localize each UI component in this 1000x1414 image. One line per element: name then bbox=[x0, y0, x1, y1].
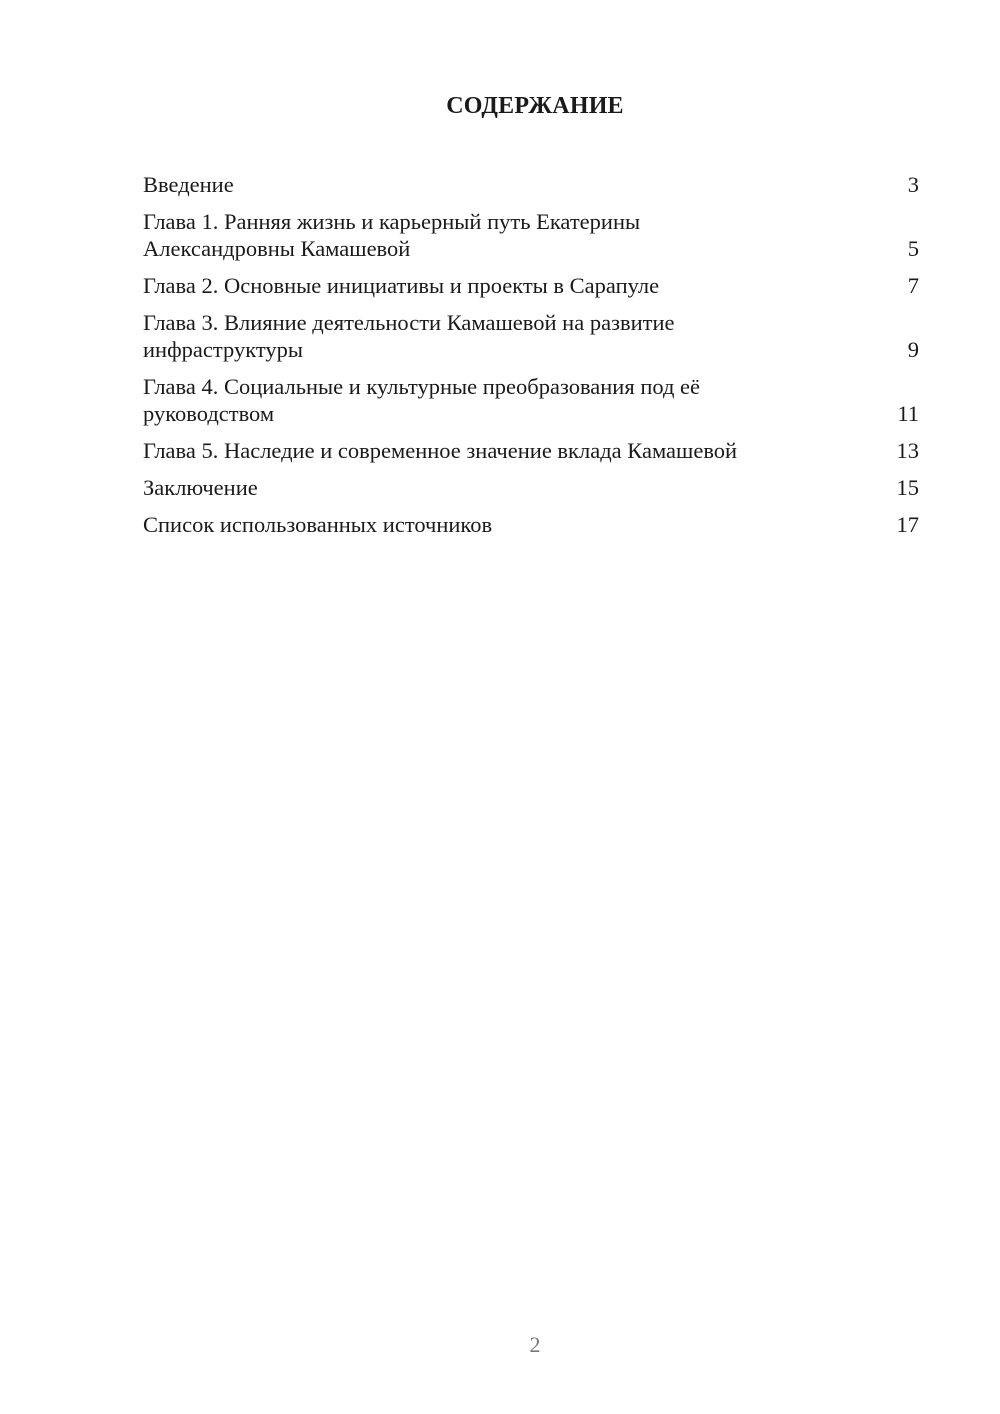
page-title: СОДЕРЖАНИЕ bbox=[446, 93, 624, 119]
page-number: 2 bbox=[529, 1332, 541, 1357]
toc-entry-page: 9 bbox=[907, 337, 919, 362]
toc-entry-conclusion[interactable] bbox=[143, 474, 919, 501]
toc-entry-page: 5 bbox=[907, 236, 919, 261]
toc-entry-title: Глава 2. Основные инициативы и проекты в Сарапуле bbox=[143, 273, 660, 298]
toc-entry-page: 11 bbox=[897, 401, 919, 426]
toc-entry-references[interactable] bbox=[143, 511, 919, 538]
toc-entry-page: 13 bbox=[896, 438, 919, 463]
toc-entry-title: Заключение bbox=[143, 475, 258, 500]
toc-entry-title: Глава 1. Ранняя жизнь и карьерный путь Екатерины Александровны Камашевой bbox=[143, 209, 641, 261]
toc-entry-chapter-3[interactable] bbox=[143, 309, 919, 363]
toc-entry-page: 3 bbox=[907, 172, 919, 197]
toc-entry-title: Глава 5. Наследие и современное значение вклада Камашевой bbox=[143, 438, 738, 463]
toc-entry-page: 17 bbox=[896, 512, 919, 537]
table-of-contents bbox=[143, 171, 919, 548]
toc-entry-page: 7 bbox=[907, 273, 919, 298]
toc-entry-title: Введение bbox=[143, 172, 234, 197]
toc-entry-introduction[interactable] bbox=[143, 171, 919, 198]
toc-entry-title: Глава 3. Влияние деятельности Камашевой на развитие инфраструктуры bbox=[143, 310, 675, 362]
toc-entry-chapter-1[interactable] bbox=[143, 208, 919, 262]
toc-entry-chapter-2[interactable] bbox=[143, 272, 919, 299]
toc-entry-chapter-5[interactable] bbox=[143, 437, 919, 464]
toc-entry-chapter-4[interactable] bbox=[143, 373, 919, 427]
toc-entry-title: Глава 4. Социальные и культурные преобразования под её руководством bbox=[143, 374, 701, 426]
toc-entry-page: 15 bbox=[896, 475, 919, 500]
toc-entry-title: Список использованных источников bbox=[143, 512, 493, 537]
